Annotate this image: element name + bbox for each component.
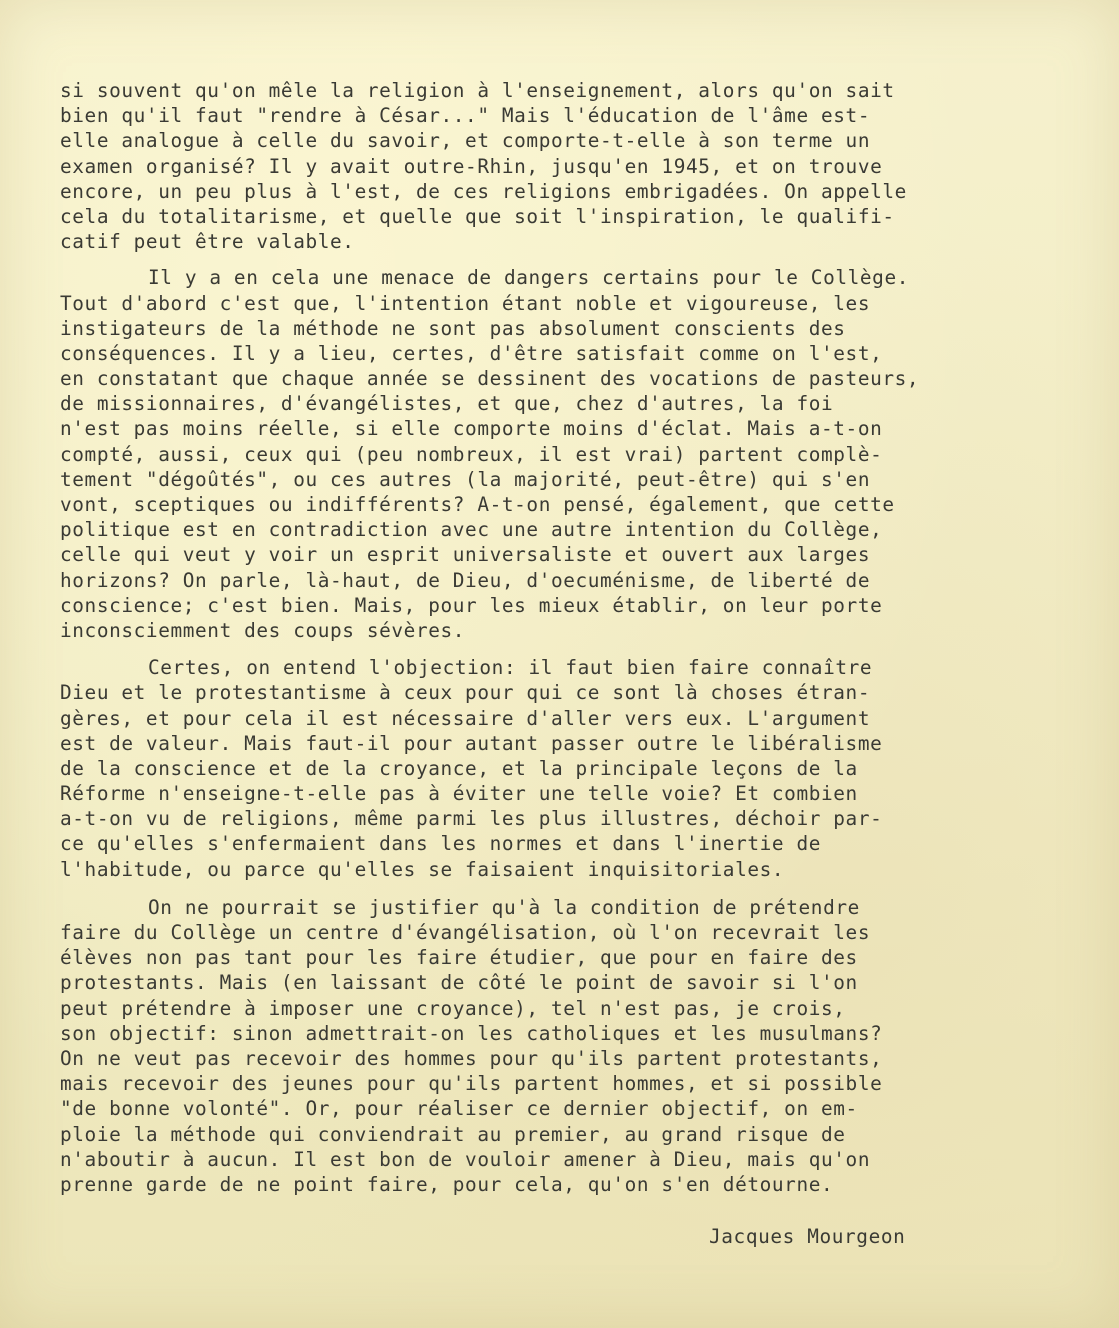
text-line: de la conscience et de la croyance, et la principale leçons de la bbox=[60, 756, 858, 780]
text-line: prenne garde de ne point faire, pour cela, qu'on s'en détourne. bbox=[60, 1172, 834, 1196]
text-line: est de valeur. Mais faut-il pour autant passer outre le libéralisme bbox=[60, 731, 883, 755]
text-line: élèves non pas tant pour les faire étudier, que pour en faire des bbox=[60, 946, 858, 970]
text-line: n'est pas moins réelle, si elle comporte moins d'éclat. Mais a-t-on bbox=[60, 417, 883, 441]
body-text bbox=[60, 78, 1090, 1197]
text-line: vont, sceptiques ou indifférents? A-t-on pensé, également, que cette bbox=[60, 493, 895, 516]
paragraph-spacer bbox=[60, 643, 1090, 655]
text-line: tement "dégoûtés", ou ces autres (la majorité, peut-être) qui s'en bbox=[60, 467, 871, 491]
paragraph-spacer bbox=[60, 254, 1090, 265]
text-line: peut prétendre à imposer une croyance), tel n'est pas, je crois, bbox=[60, 996, 846, 1020]
paragraph-3 bbox=[60, 655, 1090, 882]
text-line: bien qu'il faut "rendre à César..." Mais l'éducation de l'âme est- bbox=[60, 104, 871, 128]
text-line: faire du Collège un centre d'évangélisation, où l'on recevrait les bbox=[60, 921, 871, 944]
paragraph-1 bbox=[60, 78, 1090, 254]
text-line: mais recevoir des jeunes pour qu'ils partent hommes, et si possible bbox=[60, 1072, 883, 1096]
text-line: "de bonne volonté". Or, pour réaliser ce dernier objectif, on em- bbox=[60, 1097, 858, 1121]
author-signature: Jacques Mourgeon bbox=[709, 1225, 906, 1248]
paragraph-4 bbox=[60, 895, 1090, 1197]
text-line: cela du totalitarisme, et quelle que soit l'inspiration, le qualifi- bbox=[60, 204, 895, 228]
text-line: elle analogue à celle du savoir, et comporte-t-elle à son terme un bbox=[60, 129, 871, 153]
text-line: politique est en contradiction avec une autre intention du Collège, bbox=[60, 518, 883, 542]
text-line: horizons? On parle, là-haut, de Dieu, d'oecuménisme, de liberté de bbox=[60, 568, 871, 592]
text-line: Dieu et le protestantisme à ceux pour qui ce sont là choses étran- bbox=[60, 681, 871, 705]
text-line: a-t-on vu de religions, même parmi les plus illustres, déchoir par- bbox=[60, 807, 883, 831]
text-line: Certes, on entend l'objection: il faut bien faire connaître bbox=[148, 656, 873, 680]
text-line: catif peut être valable. bbox=[60, 230, 355, 254]
text-line: On ne veut pas recevoir des hommes pour qu'ils partent protestants, bbox=[60, 1046, 883, 1070]
text-line: l'habitude, ou parce qu'elles se faisaient inquisitoriales. bbox=[60, 857, 785, 881]
text-line: gères, et pour cela il est nécessaire d'aller vers eux. L'argument bbox=[60, 706, 871, 730]
text-line: si souvent qu'on mêle la religion à l'enseignement, alors qu'on sait bbox=[60, 79, 895, 102]
text-line: celle qui veut y voir un esprit universaliste et ouvert aux larges bbox=[60, 543, 871, 567]
text-line: Il y a en cela une menace de dangers certains pour le Collège. bbox=[148, 266, 909, 290]
text-line: encore, un peu plus à l'est, de ces religions embrigadées. On appelle bbox=[60, 179, 907, 203]
text-line: en constatant que chaque année se dessinent des vocations de pasteurs, bbox=[60, 367, 920, 391]
text-line: protestants. Mais (en laissant de côté le point de savoir si l'on bbox=[60, 971, 858, 995]
text-line: ploie la méthode qui conviendrait au premier, au grand risque de bbox=[60, 1122, 846, 1146]
text-line: son objectif: sinon admettrait-on les catholiques et les musulmans? bbox=[60, 1021, 883, 1045]
text-line: Tout d'abord c'est que, l'intention étant noble et vigoureuse, les bbox=[60, 291, 871, 315]
text-line: inconsciemment des coups sévères. bbox=[60, 618, 466, 642]
text-line: examen organisé? Il y avait outre-Rhin, jusqu'en 1945, et on trouve bbox=[60, 154, 883, 178]
paragraph-2 bbox=[60, 265, 1090, 643]
text-line: conscience; c'est bien. Mais, pour les mieux établir, on leur porte bbox=[60, 593, 883, 617]
text-line: de missionnaires, d'évangélistes, et que, chez d'autres, la foi bbox=[60, 392, 834, 416]
text-line: compté, aussi, ceux qui (peu nombreux, il est vrai) partent complè- bbox=[60, 442, 883, 466]
text-line: On ne pourrait se justifier qu'à la condition de prétendre bbox=[148, 895, 860, 919]
text-line: instigateurs de la méthode ne sont pas absolument conscients des bbox=[60, 316, 846, 340]
text-line: Réforme n'enseigne-t-elle pas à éviter une telle voie? Et combien bbox=[60, 782, 858, 806]
text-line: ce qu'elles s'enfermaient dans les normes et dans l'inertie de bbox=[60, 832, 821, 856]
text-line: n'aboutir à aucun. Il est bon de vouloir amener à Dieu, mais qu'on bbox=[60, 1147, 871, 1171]
paragraph-spacer bbox=[60, 882, 1090, 895]
text-line: conséquences. Il y a lieu, certes, d'être satisfait comme on l'est, bbox=[60, 341, 883, 365]
